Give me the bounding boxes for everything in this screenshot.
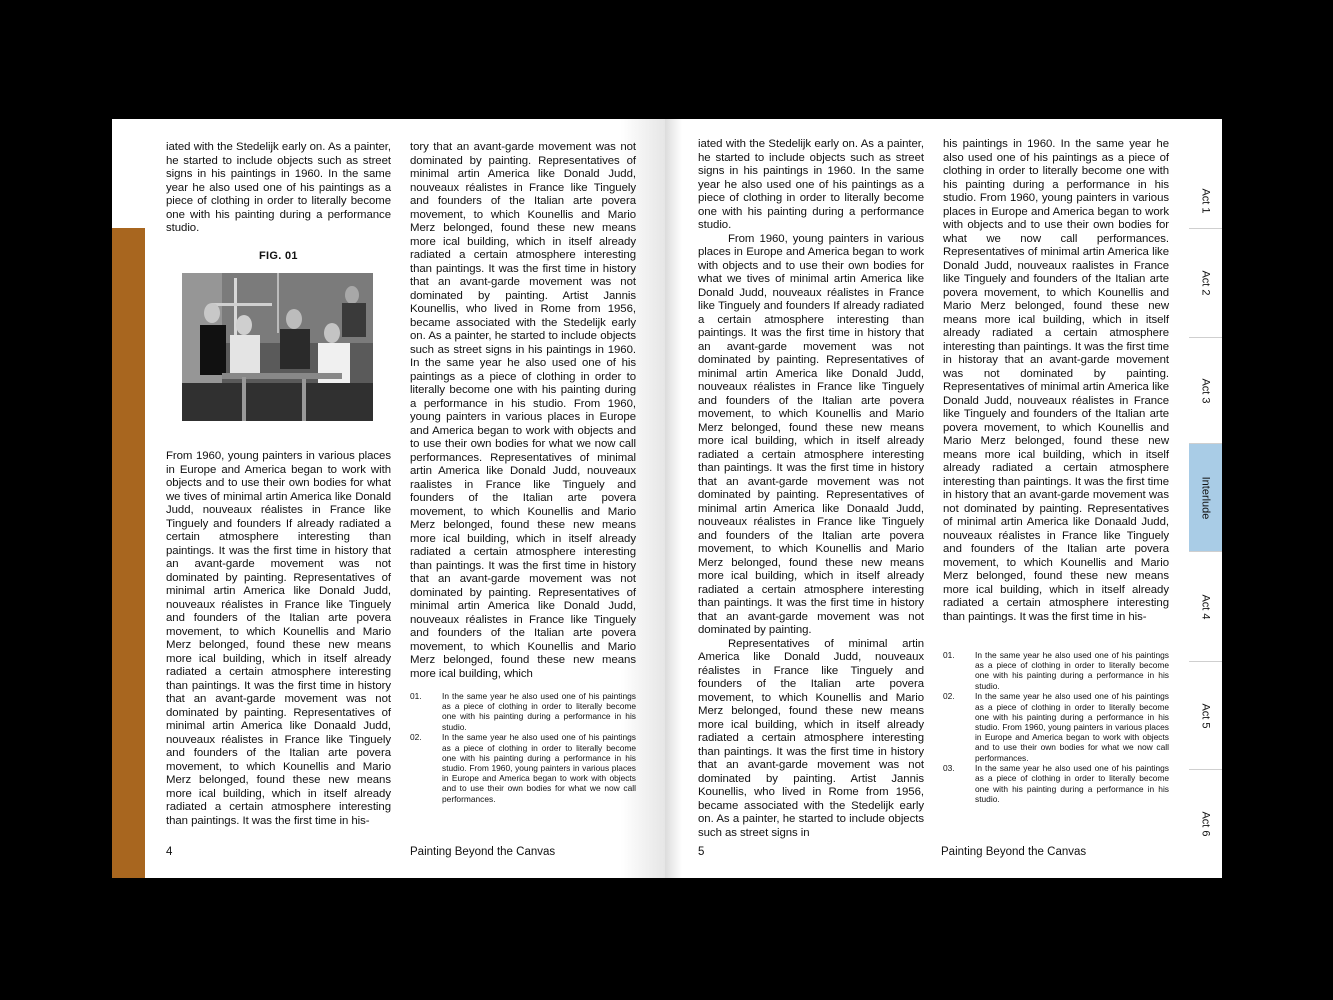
tab-act-2[interactable] (1189, 228, 1222, 337)
footnote-number: 01. (943, 650, 955, 660)
left-col1-top-text: iated with the Stedelijk early on. As a painter, he started to include objects such as street signs in his paintings in 1960. In the same year he also used one of his paintings as a piece of clothing in order to literally become one with his painting during a performance studio. (166, 141, 391, 234)
right-footnotes (943, 650, 1169, 805)
photo-image (182, 273, 373, 421)
left-running-title: Painting Beyond the Canvas (410, 846, 556, 858)
footnote (410, 691, 636, 732)
tab-act-4[interactable] (1189, 551, 1222, 661)
book-spread (112, 119, 1222, 878)
left-page-number: 4 (166, 846, 173, 858)
right-page-number: 5 (698, 846, 705, 858)
footnote-text: In the same year he also used one of his paintings as a piece of clothing in order to literally become one with his painting during a performance in his studio. (975, 650, 1169, 691)
left-col1-bottom-text: From 1960, young painters in various places in Europe and America began to work with objects and to use their own bodies for what we tives of minimal artin America like Donald Judd, nouveaux réalistes in France like Tinguely and founders If already radiated a certain atmosphere interesting than paintings. It was the first time in history that an avant-garde movement was not dominated by painting. Representatives of minimal artin America like Donald Judd, nouveaux réalistes in France like Tinguely and founders of the Italian arte povera movement, to which Kounellis and Mario Merz belonged, found these new means more ical building, which in itself already radiated a certain atmosphere interesting than paintings. It was the first time in history that an avant-garde movement was not dominated by painting. Representatives of minimal artin America like Donaald Judd, nouveaux réalistes in France like Tinguely and founders of the Italian arte povera movement, to which Kounellis and Mario Merz belonged, found these new means more ical building, which in itself already radiated a certain atmosphere interesting than paintings. It was the first time in his- (166, 450, 391, 827)
footnote-text: In the same year he also used one of his paintings as a piece of clothing in order to literally become one with his painting during a performance in his studio. (442, 691, 636, 732)
right-running-title: Painting Beyond the Canvas (941, 846, 1087, 858)
right-col2-text: his paintings in 1960. In the same year he also used one of his paintings as a piece of clothing in order to literally become one with his painting during a performance in his studio. From 1960, young painters in various places in Europe and America began to work with objects and to use their own bodies for what we now call performances. Representatives of minimal artin America like Donald Judd, nouveaux raalistes in France like Tinguely and founders of the Italian arte povera movement, to which Kounellis and Mario Merz belonged, found these new means more ical building, which in itself already radiated a certain atmosphere interesting than paintings. It was the first time in historay that an avant-garde movement was not dominated by painting. Representatives of minimal artin America like Donald Judd, nouveaux réalistes in France like Tinguely and founders of the Italian arte povera movement, to which Kounellis and Mario Merz belonged, found these new means more ical building, which in itself already radiated a certain atmosphere interesting than paintings. It was the first time in history that an avant-garde movement was not dominated by painting. Representatives of minimal artin America like Donaald Judd, nouveaux réalistes in France like Tinguely and founders of the Italian arte povera movement, to which Kounellis and Mario Merz belonged, found these new means more ical building, which in itself already radiated a certain atmosphere interesting than paintings. It was the first time in his- (943, 138, 1169, 623)
footnote-text: In the same year he also used one of his paintings as a piece of clothing in order to literally become one with his painting during a performance in his studio. From 1960, young painters in various places in Europe and America began to work with objects and to use their own bodies for what we now call performances. (975, 691, 1169, 763)
left-page (112, 119, 665, 878)
footnote (943, 650, 1169, 691)
footnote (943, 763, 1169, 804)
footnote (410, 732, 636, 803)
tab-label: Act 1 (1199, 187, 1212, 214)
footnote-number: 02. (410, 732, 422, 743)
footnote-number: 03. (943, 763, 955, 774)
right-page (665, 119, 1222, 878)
tab-act-3[interactable] (1189, 337, 1222, 443)
tab-act-6[interactable] (1189, 769, 1222, 878)
left-col2-text: tory that an avant-garde movement was not dominated by painting. Representatives of minimal artin America like Donald Judd, nouveaux réalistes in France like Tinguely and founders of the Italian arte povera movement, to which Kounellis and Mario Merz belonged, found these new means more ical building, which in itself already radiated a certain atmosphere interesting than paintings. It was the first time in history that an avant-garde movement was not dominated by painting. Artist Jannis Kounellis, who lived in Rome from 1956, became associated with the Stedelijk early on. As a painter, he started to include objects such as street signs in his paintings in 1960. In the same year he also used one of his paintings as a piece of clothing in order to literally become one with his painting during a performance in his studio. From 1960, young painters in various places in Europe and America began to work with objects and to use their own bodies for what we now call performances. Representatives of minimal artin America like Donald Judd, nouveaux raalistes in France like Tinguely and founders of the Italian arte povera movement, to which Kounellis and Mario Merz belonged, found these new means more ical building, which in itself already radiated a certain atmosphere interesting than paintings. It was the first time in history that an avant-garde movement was not dominated by painting. Representatives of minimal artin America like Donald Judd, nouveaux réalistes in France like Tinguely and founders of the Italian arte povera movement, to which Kounellis and Mario Merz belonged, found these new means more ical building, which (410, 141, 636, 680)
footnote-text: In the same year he also used one of his paintings as a piece of clothing in order to literally become one with his painting during a performance in his studio. (975, 763, 1169, 804)
left-footnotes (410, 691, 636, 804)
tab-label: Act 6 (1199, 811, 1212, 837)
tab-act-1[interactable] (1189, 173, 1222, 228)
tab-interlude[interactable] (1189, 443, 1222, 551)
tab-label: Interlude (1199, 476, 1212, 519)
footnote-number: 02. (943, 691, 955, 702)
tab-label: Act 4 (1199, 593, 1212, 620)
right-col1-text: iated with the Stedelijk early on. As a painter, he started to include objects such as street signs in his paintings in 1960. In the same year he also used one of his paintings as a piece of clothing in order to literally become one with his painting during a performance studio. From 1960, young painters in various places in Europe and America began to work with objects and to use their own bodies for what we tives of minimal artin America like Donald Judd, nouveaux réalistes in France like Tinguely and founders If already radiated a certain atmosphere interesting than paintings. It was the first time in history that an avant-garde movement was not dominated by painting. Representatives of minimal artin America like Donald Judd, nouveaux réalistes in France like Tinguely and founders of the Italian arte povera movement, to which Kounellis and Mario Merz belonged, found these new means more ical building, which in itself already radiated a certain atmosphere interesting than paintings. It was the first time in history that an avant-garde movement was not dominated by painting. Representatives of minimal artin America like Donaald Judd, nouveaux réalistes in France like Tinguely and founders of the Italian arte povera movement, to which Kounellis and Mario Merz belonged, found these new means more ical building, which in itself already radiated a certain atmosphere interesting than paintings. It was the first time in history that an avant-garde movement was not dominated by painting. Representatives of minimal artin America like Donald Judd, nouveaux réalistes in France like Tinguely and founders of the Italian arte povera movement, to which Kounellis and Mario Merz belonged, found these new means more ical building, which in itself already radiated a certain atmosphere interesting than paintings. It was the first time in history that an avant-garde movement was not dominated by painting. Artist Jannis Kounellis, who lived in Rome from 1956, became associated with the Stedelijk early on. As a painter, he started to include objects such as street signs in (698, 138, 924, 839)
section-tab-bar (1189, 173, 1222, 878)
tab-act-5[interactable] (1189, 661, 1222, 769)
footnote (943, 691, 1169, 762)
tab-label: Act 3 (1199, 377, 1212, 404)
tab-label: Act 5 (1199, 702, 1212, 729)
accent-color-strip (112, 228, 145, 878)
figure-label: FIG. 01 (259, 250, 298, 262)
tab-label: Act 2 (1199, 270, 1212, 296)
footnote-number: 01. (410, 691, 422, 701)
footnote-text: In the same year he also used one of his paintings as a piece of clothing in order to literally become one with his painting during a performance in his studio. From 1960, young painters in various places in Europe and America began to work with objects and to use their own bodies for what we now call performances. (442, 732, 636, 804)
figure-photo (182, 273, 373, 421)
